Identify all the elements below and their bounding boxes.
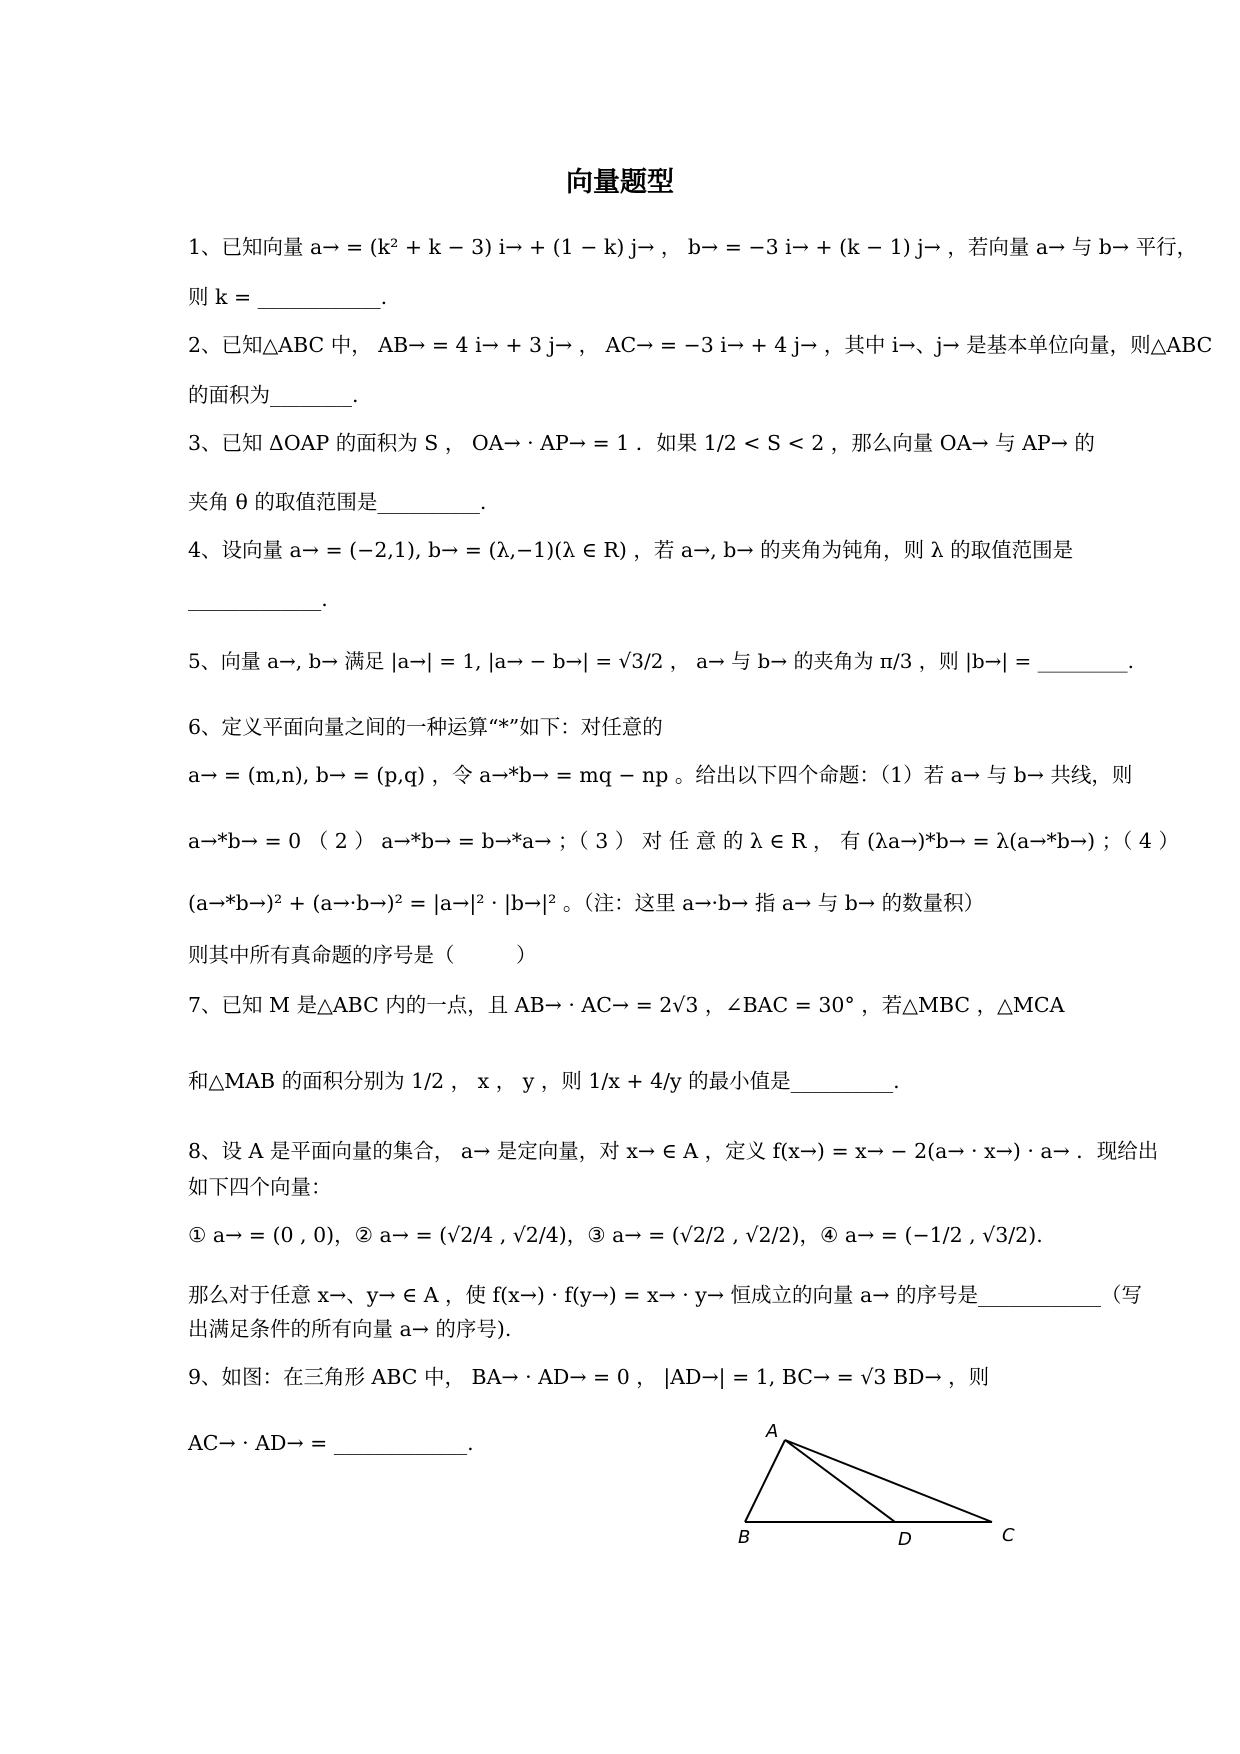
- question-2-line-1: 2、已知△ABC 中， AB→ = 4 i→ + 3 j→ ， AC→ = −3 i→ + 4 j→ ，其中 i→、j→ 是基本单位向量，则△ABC: [188, 333, 1213, 357]
- segment-ac: [785, 1440, 992, 1522]
- question-2-line-2: 的面积为________.: [188, 383, 359, 407]
- question-6-line-2: a→ = (m,n), b→ = (p,q) ，令 a→*b→ = mq − np 。给出以下四个命题：（1）若 a→ 与 b→ 共线，则: [188, 763, 1133, 787]
- question-7-line-1: 7、已知 M 是△ABC 内的一点，且 AB→ · AC→ = 2√3 ，∠BAC = 30° ，若△MBC ，△MCA: [188, 993, 1065, 1017]
- question-6-line-4: (a→*b→)² + (a→·b→)² = |a→|² · |b→|² 。（注：这里 a→·b→ 指 a→ 与 b→ 的数量积）: [188, 891, 985, 915]
- question-9-line-1: 9、如图：在三角形 ABC 中， BA→ · AD→ = 0 ， |AD→| = 1, BC→ = √3 BD→ ，则: [188, 1365, 990, 1389]
- question-8-line-5: 出满足条件的所有向量 a→ 的序号).: [188, 1317, 512, 1341]
- vertex-label-b: B: [738, 1527, 751, 1548]
- question-5-line-1: 5、向量 a→, b→ 满足 |a→| = 1, |a→ − b→| = √3/2 ， a→ 与 b→ 的夹角为 π/3 ，则 |b→| = _________.: [188, 649, 1134, 673]
- question-8-line-4: 那么对于任意 x→、y→ ∈ A ，使 f(x→) · f(y→) = x→ · y→ 恒成立的向量 a→ 的序号是____________（写: [188, 1283, 1142, 1307]
- question-3-line-2: 夹角 θ 的取值范围是__________.: [188, 490, 487, 514]
- question-6-line-5: 则其中所有真命题的序号是（ ）: [188, 943, 537, 967]
- question-8-line-1: 8、设 A 是平面向量的集合， a→ 是定向量，对 x→ ∈ A ，定义 f(x→) = x→ − 2(a→ · x→) · a→ ．现给出: [188, 1139, 1159, 1163]
- page-title: 向量题型: [566, 167, 674, 198]
- segment-ab: [745, 1440, 785, 1522]
- vertex-label-c: C: [1002, 1525, 1015, 1546]
- question-4-line-1: 4、设向量 a→ = (−2,1), b→ = (λ,−1)(λ ∈ R) ，若 a→, b→ 的夹角为钝角，则 λ 的取值范围是: [188, 538, 1074, 562]
- question-1-line-1: 1、已知向量 a→ = (k² + k − 3) i→ + (1 − k) j→ ， b→ = −3 i→ + (k − 1) j→ ，若向量 a→ 与 b→ 平行，: [188, 235, 1198, 259]
- question-1-line-2: 则 k = ____________.: [188, 285, 388, 309]
- question-7-line-2: 和△MAB 的面积分别为 1/2 ， x ， y ，则 1/x + 4/y 的最小值是__________.: [188, 1069, 900, 1093]
- vertex-label-d: D: [898, 1529, 912, 1550]
- question-4-line-2: _____________.: [188, 587, 328, 611]
- question-8-line-3: ① a→ = (0 , 0)，② a→ = (√2/4 , √2/4)，③ a→ = (√2/2 , √2/2)，④ a→ = (−1/2 , √3/2).: [188, 1223, 1043, 1247]
- question-8-line-2: 如下四个向量：: [188, 1175, 332, 1199]
- question-3-line-1: 3、已知 ΔOAP 的面积为 S ， OA→ · AP→ = 1 ．如果 1/2 < S < 2 ，那么向量 OA→ 与 AP→ 的: [188, 431, 1095, 455]
- question-9-line-2: AC→ · AD→ = _____________.: [188, 1431, 474, 1455]
- vertex-label-a: A: [766, 1421, 779, 1442]
- triangle-figure: [730, 1415, 1030, 1550]
- question-6-line-3: a→*b→ = 0 （ 2 ） a→*b→ = b→*a→ ；（ 3 ） 对 任 意 的 λ ∈ R ， 有 (λa→)*b→ = λ(a→*b→) ；（ 4 ）: [188, 829, 1179, 853]
- segment-ad: [785, 1440, 895, 1522]
- question-6-line-1: 6、定义平面向量之间的一种运算“*”如下：对任意的: [188, 715, 663, 739]
